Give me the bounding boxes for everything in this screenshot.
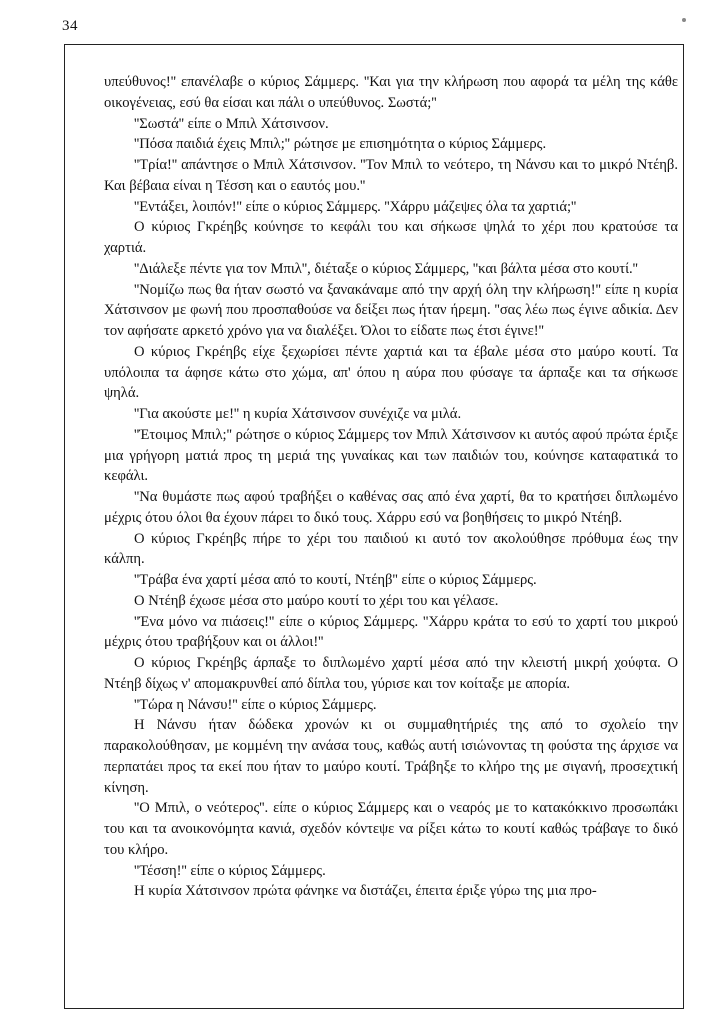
paragraph: Η Νάνσυ ήταν δώδεκα χρονών κι οι συμμαθητήριές της από το σχολείο την παρακολούθησαν, με κομμένη την ανάσα τους, καθώς αυτή ισιώνοντας τη φούστα της άρχισε να περπατάει προς τα εκεί που ήταν το μαύρο κουτί. Τράβηξε το κλήρο της με σιγανή, προσεχτική κίνηση. [104, 717, 678, 796]
paragraph: ''Διάλεξε πέντε για τον Μπιλ'', διέταξε ο κύριος Σάμμερς, ''και βάλτα μέσα στο κουτί.'' [134, 260, 638, 277]
page-number: 34 [62, 18, 78, 34]
paragraph: ''Σωστά'' είπε ο Μπιλ Χάτσινσον. [134, 115, 329, 132]
paragraph: Ο κύριος Γκρέηβς πήρε το χέρι του παιδιού κι αυτό τον ακολούθησε πρόθυμα έως την κάλπη. [104, 530, 678, 568]
paragraph: υπεύθυνος!'' επανέλαβε ο κύριος Σάμμερς. ''Και για την κλήρωση που αφορά τα μέλη της κάθε οικογένειας, εσύ θα είσαι και πάλι ο υπεύθυνος. Σωστά;'' [104, 74, 678, 111]
paragraph: ''Για ακούστε με!'' η κυρία Χάτσινσον συνέχιζε να μιλά. [134, 406, 462, 422]
paragraph: Ο κύριος Γκρέηβς άρπαξε το διπλωμένο χαρτί μέσα από την κλειστή μικρή χούφτα. Ο Ντέηβ δίχως ν' απομακρυνθεί από δίπλα του, γύρισε και τον κοίταξε με απορία. [104, 655, 678, 692]
paragraph: ''Πόσα παιδιά έχεις Μπιλ;'' ρώτησε με επισημότητα ο κύριος Σάμμερς. [134, 136, 547, 153]
paragraph: ''Έτοιμος Μπιλ;'' ρώτησε ο κύριος Σάμμερς τον Μπιλ Χάτσινσον κι αυτός αφού πρώτα έριξε μια γρήγορη ματιά προς τη μεριά της γυναίκας και των παιδιών του, κούνησε καταφατικά το κεφάλι. [104, 426, 678, 485]
paragraph: ''Τώρα η Νάνσυ!'' είπε ο κύριος Σάμμερς. [134, 696, 377, 713]
paragraph: ''Τράβα ένα χαρτί μέσα από το κουτί, Ντέηβ'' είπε ο κύριος Σάμμερς. [134, 572, 537, 588]
paragraph: ''Τρία!'' απάντησε ο Μπιλ Χάτσινσον. ''Τον Μπιλ το νεότερο, τη Νάνσυ και το μικρό Ντέηβ. Και βέβαια είναι η Τέσση και ο εαυτός μου.'' [104, 157, 678, 194]
paragraph: ''Νομίζω πως θα ήταν σωστό να ξανακάναμε από την αρχή όλη την κλήρωση!'' είπε η κυρία Χάτσινσον με φωνή που προσπαθούσε να δείξει πως ήταν ήρεμη. ''σας λέω πως έγινε αδικία. Δεν τον αφήσατε αρκετό χρόνο για να διαλέξει. Όλοι το είδατε πως έτσι έγινε!'' [104, 281, 678, 339]
paragraph: Η κυρία Χάτσινσον πρώτα φάνηκε να διστάζει, έπειτα έριξε γύρω της μια προ- [134, 883, 597, 900]
paragraph: Ο κύριος Γκρέηβς είχε ξεχωρίσει πέντε χαρτιά και τα έβαλε μέσα στο μαύρο κουτί. Τα υπόλοιπα τα άφησε κάτω στο χώμα, απ' όπου η αύρα που φύσαγε τα άρπαξε και τα σήκωσε ψηλά. [104, 343, 678, 402]
paragraph: ''Ο Μπιλ, ο νεότερος''. είπε ο κύριος Σάμμερς και ο νεαρός με το κατακόκκινο προσωπάκι του και τα ανοικονόμητα κανιά, σχεδόν κόντεψε να ρίξει κάτω το κουτί καθώς τράβαγε το δικό του κλήρο. [104, 800, 678, 858]
paragraph: ''Να θυμάστε πως αφού τραβήξει ο καθένας σας από ένα χαρτί, θα το κρατήσει διπλωμένο μέχρις ότου όλοι θα έχουν πάρει το δικό τους. Χάρρυ εσύ να βοηθήσεις το μικρό Ντέηβ. [104, 489, 678, 526]
paragraph: ''Εντάξει, λοιπόν!'' είπε ο κύριος Σάμμερς. ''Χάρρυ μάζεψες όλα τα χαρτιά;'' [134, 198, 577, 215]
body-text [104, 72, 678, 902]
paragraph: ''Τέσση!'' είπε ο κύριος Σάμμερς. [134, 862, 326, 879]
paragraph: Ο κύριος Γκρέηβς κούνησε το κεφάλι του και σήκωσε ψηλά το χέρι που κρατούσε τα χαρτιά. [104, 219, 678, 256]
paragraph: ''Ένα μόνο να πιάσεις!'' είπε ο κύριος Σάμμερς. ''Χάρρυ κράτα το εσύ το χαρτί του μικρού μέχρις ότου τραβήξουν και οι άλλοι!'' [104, 613, 678, 651]
paragraph: Ο Ντέηβ έχωσε μέσα στο μαύρο κουτί το χέρι του και γέλασε. [134, 592, 499, 609]
speck-mark [682, 18, 686, 22]
